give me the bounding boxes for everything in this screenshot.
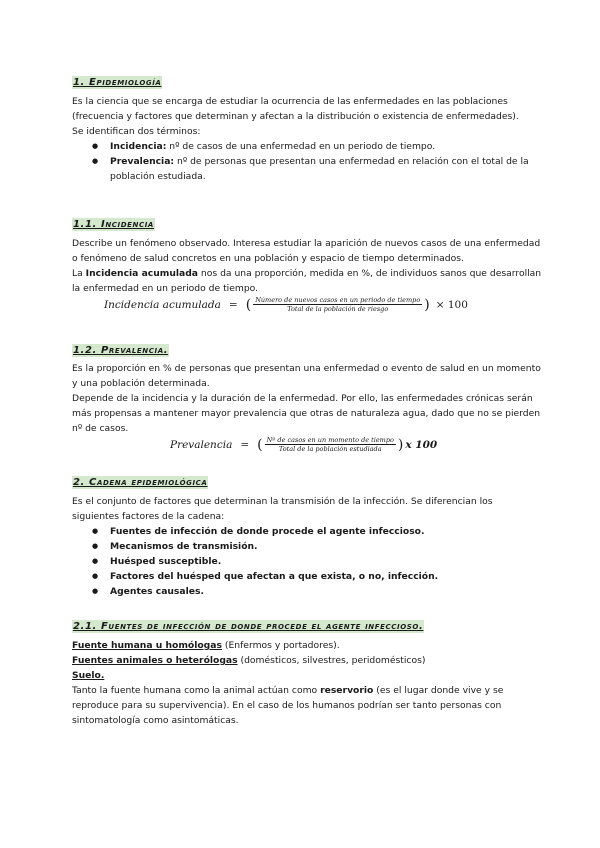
list-item [110,139,542,154]
paragraph: Es la ciencia que se encarga de estudiar la ocurrencia de las enfermedades en las poblaciones (frecuencia y factores que determinan y afectan a la distribución o existencia de enfermedades). [72,96,519,122]
formula-denominator: Total de la población estudiada [278,445,382,453]
term-label: Prevalencia: [110,156,175,167]
heading-cadena-epidemiologica: 2. Cadena epidemiológica [73,477,208,488]
formula-lhs: Incidencia acumulada [104,298,221,311]
section-incidencia-body [72,236,542,296]
underlined-term: Fuente humana u homólogas [72,640,222,651]
formula-numerator: Nº de casos en un momento de tiempo [266,436,394,444]
bold-term: Incidencia acumulada [85,268,198,279]
section-prevalencia-body [72,361,542,436]
paragraph [72,266,542,296]
terms-list [72,139,542,184]
formula-lhs: Prevalencia [170,438,233,451]
paragraph: Depende de la incidencia y la duración de la enfermedad. Por ello, las enfermedades crónicas serán más propensas a mantener mayor prevalencia que otras de naturaleza agua, dado que no se pierden nº de casos. [72,393,541,434]
formula-fraction [253,296,422,313]
formula-numerator: Número de nuevos casos en un periodo de tiempo [255,296,421,304]
formula-fraction [265,436,396,453]
bold-term: reservorio [320,685,374,696]
list-item [110,524,542,539]
formula-equals: = [240,438,250,451]
section-fuentes-body [72,638,542,728]
paren-open: ( [257,436,263,453]
underlined-term: Fuentes animales o heterólogas [72,655,238,666]
list-item [110,554,542,569]
list-item-text: Factores del huésped que afectan a que exista, o no, infección. [110,571,439,582]
text-span: La [72,268,86,279]
section-epidemiologia-body [72,94,542,184]
text-span: (domésticos, silvestres, peridomésticos) [237,655,426,666]
paragraph: Describe un fenómeno observado. Interesa estudiar la aparición de nuevos casos de una enfermedad o fenómeno de salud concretos en una población y espacio de tiempo determinados. [72,238,541,264]
section-cadena-body [72,494,542,599]
list-item [110,569,542,584]
list-item [110,539,542,554]
formula-incidencia [104,296,468,313]
paragraph [72,653,542,668]
paragraph [72,638,542,653]
text-span: Tanto la fuente humana como la animal actúan como [72,685,321,696]
term-text: nº de casos de una enfermedad en un periodo de tiempo. [166,141,436,152]
factors-list [72,524,542,599]
text-span: nos da una proporción, medida en %, de individuos sanos que desarrollan la enfermedad en un periodo de tiempo. [72,268,542,294]
paren-close: ) [424,296,430,313]
heading-epidemiologia: 1. Epidemiología [73,77,162,88]
text-span: (es el lugar donde vive y se reproduce para su supervivencia). En el caso de los humanos podrían ser tanto personas con sintomatología como asintomáticas. [72,685,504,726]
paragraph: Se identifican dos términos: [72,126,201,137]
list-item-text: Agentes causales. [110,586,204,597]
paragraph: Es la proporción en % de personas que presentan una enfermedad o evento de salud en un momento y una población determinada. [72,363,541,389]
formula-equals: = [228,298,238,311]
list-item-text: Mecanismos de transmisión. [110,541,258,552]
paren-close: ) [397,436,404,453]
formula-multiplier: x 100 [405,438,438,451]
text-span: (Enfermos y portadores). [221,640,340,651]
heading-prevalencia: 1.2. Prevalencia. [73,345,169,356]
paragraph: Es el conjunto de factores que determinan la transmisión de la infección. Se diferencian los siguientes factores de la cadena: [72,496,493,522]
list-item-text: Fuentes de infección de donde procede el agente infeccioso. [110,526,425,537]
term-text: nº de personas que presentan una enfermedad en relación con el total de la población estudiada. [110,156,529,182]
list-item [110,154,542,184]
heading-fuentes-infeccion: 2.1. Fuentes de infección de donde procede el agente infeccioso. [73,621,424,632]
formula-multiplier: × 100 [435,298,468,311]
paragraph [72,683,542,728]
underlined-term: Suelo. [72,670,105,681]
paragraph [72,668,542,683]
paren-open: ( [245,296,252,313]
formula-prevalencia [170,436,437,453]
term-label: Incidencia: [110,141,167,152]
list-item-text: Huésped susceptible. [110,556,222,567]
heading-incidencia: 1.1. Incidencia [73,219,154,230]
list-item [110,584,542,599]
formula-denominator: Total de la población de riesgo [287,305,389,313]
